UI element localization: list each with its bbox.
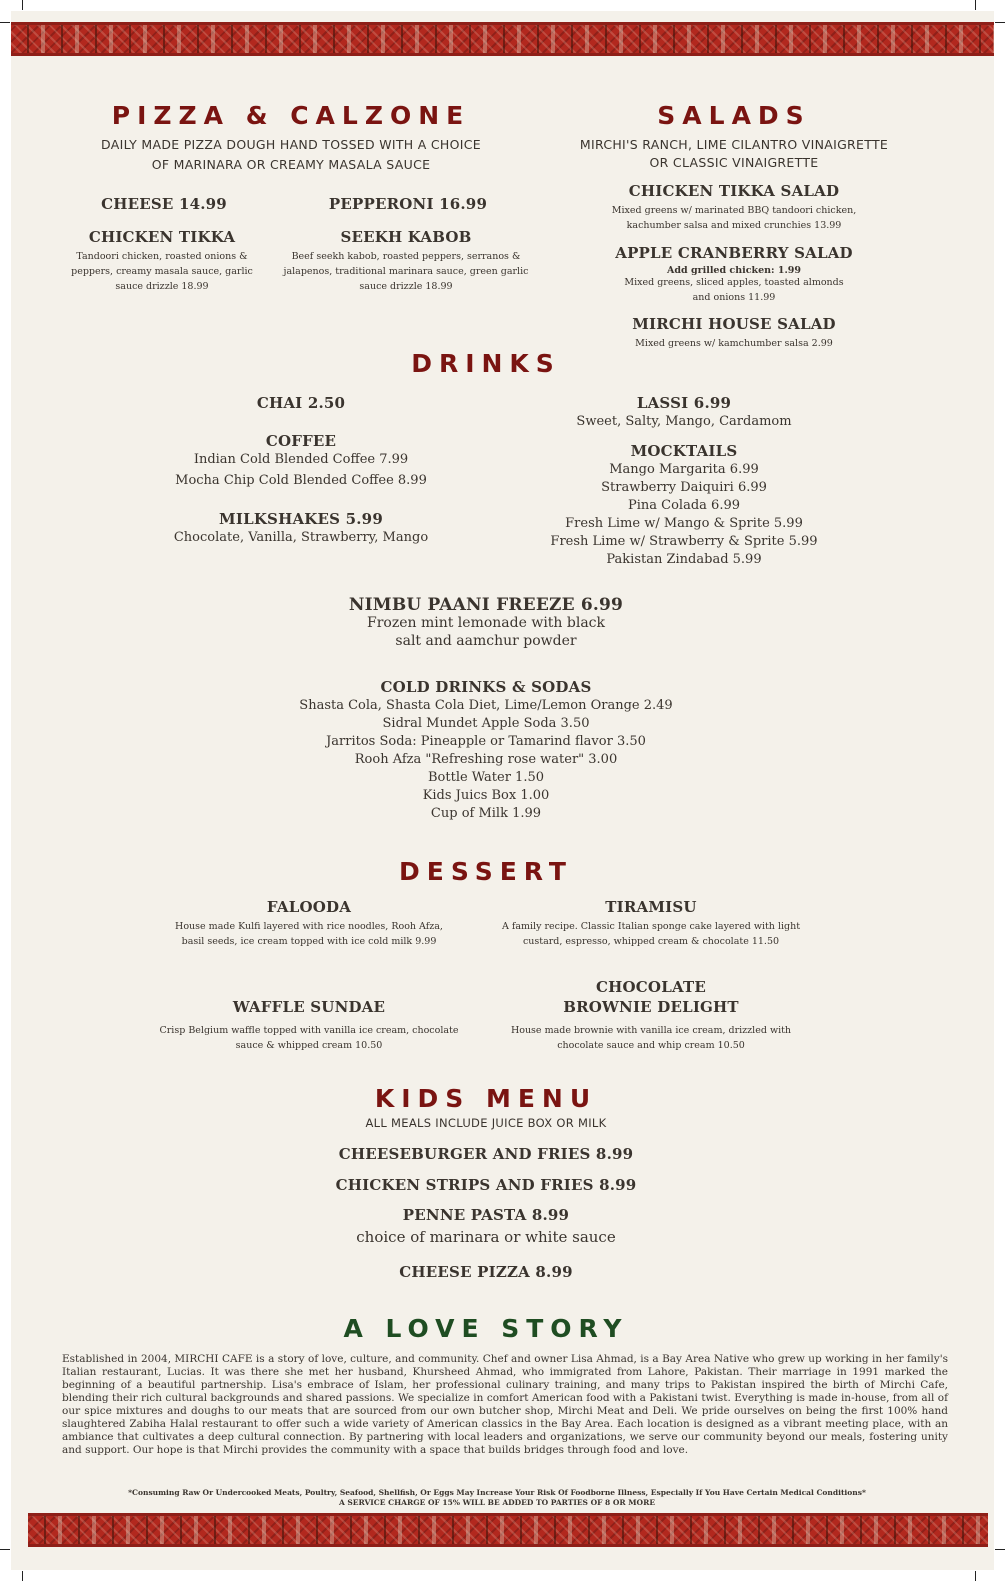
drink-item-nimbu-paani: NIMBU PAANI FREEZE 6.99 (348, 595, 624, 615)
item-description: House made brownie with vanilla ice cream, drizzled with (510, 1025, 792, 1036)
drink-line: Jarritos Soda: Pineapple or Tamarind flavor 3.50 (326, 734, 646, 749)
crop-mark (22, 1571, 23, 1581)
dessert-item-falooda: FALOODA (266, 898, 352, 916)
dessert-item-brownie: BROWNIE DELIGHT (563, 998, 739, 1016)
item-description: basil seeds, ice cream topped with ice cold milk 9.99 (181, 936, 437, 947)
drink-line: Bottle Water 1.50 (427, 770, 544, 785)
drink-line: Strawberry Daiquiri 6.99 (601, 480, 767, 495)
crop-mark (22, 0, 23, 10)
drink-line: Frozen mint lemonade with black (367, 615, 605, 631)
drink-line: Rooh Afza "Refreshing rose water" 3.00 (354, 752, 618, 767)
crop-mark (995, 22, 1005, 23)
dessert-heading: DESSERT (399, 857, 573, 886)
pizza-subtitle: DAILY MADE PIZZA DOUGH HAND TOSSED WITH A CHOICE (101, 137, 481, 152)
kids-item-cheese-pizza: CHEESE PIZZA 8.99 (399, 1263, 573, 1281)
salads-subtitle: MIRCHI'S RANCH, LIME CILANTRO VINAIGRETTE (579, 137, 889, 152)
service-charge-note: A SERVICE CHARGE OF 15% WILL BE ADDED TO PARTIES OF 8 OR MORE (338, 1498, 656, 1507)
pizza-item-chicken-tikka: CHICKEN TIKKA (88, 228, 236, 246)
kids-item-chicken-strips: CHICKEN STRIPS AND FRIES 8.99 (335, 1176, 637, 1194)
crop-mark (0, 1549, 10, 1550)
drink-line: Fresh Lime w/ Mango & Sprite 5.99 (565, 516, 803, 531)
drink-line: Shasta Cola, Shasta Cola Diet, Lime/Lemon Orange 2.49 (299, 698, 673, 713)
salad-item-mirchi-house: MIRCHI HOUSE SALAD (632, 315, 836, 333)
dessert-item-waffle-sundae: WAFFLE SUNDAE (232, 998, 386, 1016)
drink-item-cold-drinks: COLD DRINKS & SODAS (380, 678, 592, 696)
drink-item-lassi: LASSI 6.99 (636, 394, 732, 412)
drink-item-milkshakes: MILKSHAKES 5.99 (219, 510, 383, 528)
story-heading: A LOVE STORY (343, 1314, 629, 1343)
bottom-pattern-band (28, 1513, 988, 1547)
item-description: Beef seekh kabob, roasted peppers, serranos & (291, 251, 521, 262)
item-description: A family recipe. Classic Italian sponge cake layered with light (501, 921, 801, 932)
food-safety-warning: *Consuming Raw Or Undercooked Meats, Poultry, Seafood, Shellfish, Or Eggs May Increase Your Risk Of Foodborne Illness, Especially If You Have Certain Medical Conditions* (128, 1488, 866, 1497)
top-pattern-band (11, 22, 994, 56)
crop-mark (975, 1571, 976, 1581)
item-description: kachumber salsa and mixed crunchies 13.99 (626, 220, 842, 231)
pizza-item-pepperoni: PEPPERONI 16.99 (328, 195, 488, 213)
item-description: Mixed greens w/ kamchumber salsa 2.99 (635, 338, 833, 349)
drinks-heading: DRINKS (411, 349, 561, 378)
crop-mark (0, 22, 10, 23)
item-description: Mixed greens w/ marinated BBQ tandoori chicken, (611, 205, 857, 216)
drink-line: Mocha Chip Cold Blended Coffee 8.99 (175, 473, 427, 488)
drink-line: salt and aamchur powder (395, 633, 577, 649)
drink-line: Fresh Lime w/ Strawberry & Sprite 5.99 (550, 534, 818, 549)
item-description: sauce drizzle 18.99 (359, 281, 453, 292)
item-addon: Add grilled chicken: 1.99 (666, 265, 801, 276)
item-description: sauce drizzle 18.99 (115, 281, 209, 292)
item-description: jalapenos, traditional marinara sauce, green garlic (283, 266, 529, 277)
salad-item-chicken-tikka: CHICKEN TIKKA SALAD (628, 182, 840, 200)
dessert-item-tiramisu: TIRAMISU (605, 898, 697, 916)
drink-line: Pina Colada 6.99 (628, 498, 740, 513)
item-description: Crisp Belgium waffle topped with vanilla ice cream, chocolate (159, 1025, 459, 1036)
pizza-item-seekh-kabob: SEEKH KABOB (340, 228, 472, 246)
kids-pasta-note: choice of marinara or white sauce (356, 1228, 616, 1246)
item-description: and onions 11.99 (692, 292, 776, 303)
drink-line: Indian Cold Blended Coffee 7.99 (193, 452, 409, 467)
crop-mark (975, 0, 976, 10)
item-description: House made Kulfi layered with rice noodles, Rooh Afza, (175, 921, 443, 932)
salads-subtitle: OR CLASSIC VINAIGRETTE (649, 155, 819, 170)
drink-line: Mango Margarita 6.99 (609, 462, 759, 477)
drink-item-chai: CHAI 2.50 (256, 394, 346, 412)
pizza-subtitle: OF MARINARA OR CREAMY MASALA SAUCE (151, 157, 431, 172)
drink-line: Pakistan Zindabad 5.99 (606, 552, 762, 567)
pizza-item-cheese: CHEESE 14.99 (101, 195, 227, 213)
item-description: peppers, creamy masala sauce, garlic (71, 266, 253, 277)
kids-subtitle: ALL MEALS INCLUDE JUICE BOX OR MILK (365, 1116, 607, 1130)
menu-page (11, 11, 994, 1570)
drink-line: Sweet, Salty, Mango, Cardamom (576, 414, 792, 429)
item-description: sauce & whipped cream 10.50 (235, 1040, 383, 1051)
dessert-item-brownie: CHOCOLATE (596, 978, 706, 996)
item-description: Mixed greens, sliced apples, toasted almonds (624, 277, 844, 288)
drink-line: Cup of Milk 1.99 (430, 806, 542, 821)
drink-line: Sidral Mundet Apple Soda 3.50 (382, 716, 590, 731)
pizza-heading: PIZZA & CALZONE (111, 101, 471, 130)
kids-item-penne-pasta: PENNE PASTA 8.99 (402, 1206, 570, 1224)
drink-line: Chocolate, Vanilla, Strawberry, Mango (173, 530, 429, 545)
salads-heading: SALADS (657, 101, 811, 130)
item-description: Tandoori chicken, roasted onions & (76, 251, 248, 262)
kids-heading: KIDS MENU (374, 1084, 598, 1113)
item-description: custard, espresso, whipped cream & chocolate 11.50 (522, 936, 780, 947)
drink-item-mocktails: MOCKTAILS (630, 442, 738, 460)
drink-line: Kids Juics Box 1.00 (422, 788, 550, 803)
crop-mark (995, 1549, 1005, 1550)
salad-item-apple-cranberry: APPLE CRANBERRY SALAD (615, 244, 853, 262)
story-text: Established in 2004, MIRCHI CAFE is a story of love, culture, and community. Chef and owner Lisa Ahmad, is a Bay Area Native who grew up working in her family's Italian restaurant, Lucias. It was there she met her husband, Khursheed Ahmad, who immigrated from Lahore, Pakistan. Their marriage in 1991 marked the beginning of a beautiful partnership. Lisa's embrace of Islam, her professional culinary training, and many trips to Pakistan inspired the birth of Mirchi Cafe, blending their rich cultural backgrounds and shared passions. We specialize in comfort American food with a Pakistani twist. Everything is made in-house, from all of our spice mixtures and doughs to our meats that are sourced from our own butcher shop, Mirchi Meat and Deli. We pride ourselves on being the first 100% hand slaughtered Zabiha Halal restaurant to offer such a wide variety of American classics in the Bay Area. Each location is designed as a vibrant meeting place, with an ambiance that cultivates a deep cultural connection. By partnering with local leaders and organizations, we serve our community beyond our meals, fostering unity and support. Our hope is that Mirchi provides the community with a space that builds bridges through food and love. (62, 1353, 948, 1456)
item-description: chocolate sauce and whip cream 10.50 (557, 1040, 745, 1051)
drink-item-coffee: COFFEE (265, 432, 337, 450)
kids-item-cheeseburger: CHEESEBURGER AND FRIES 8.99 (338, 1145, 634, 1163)
